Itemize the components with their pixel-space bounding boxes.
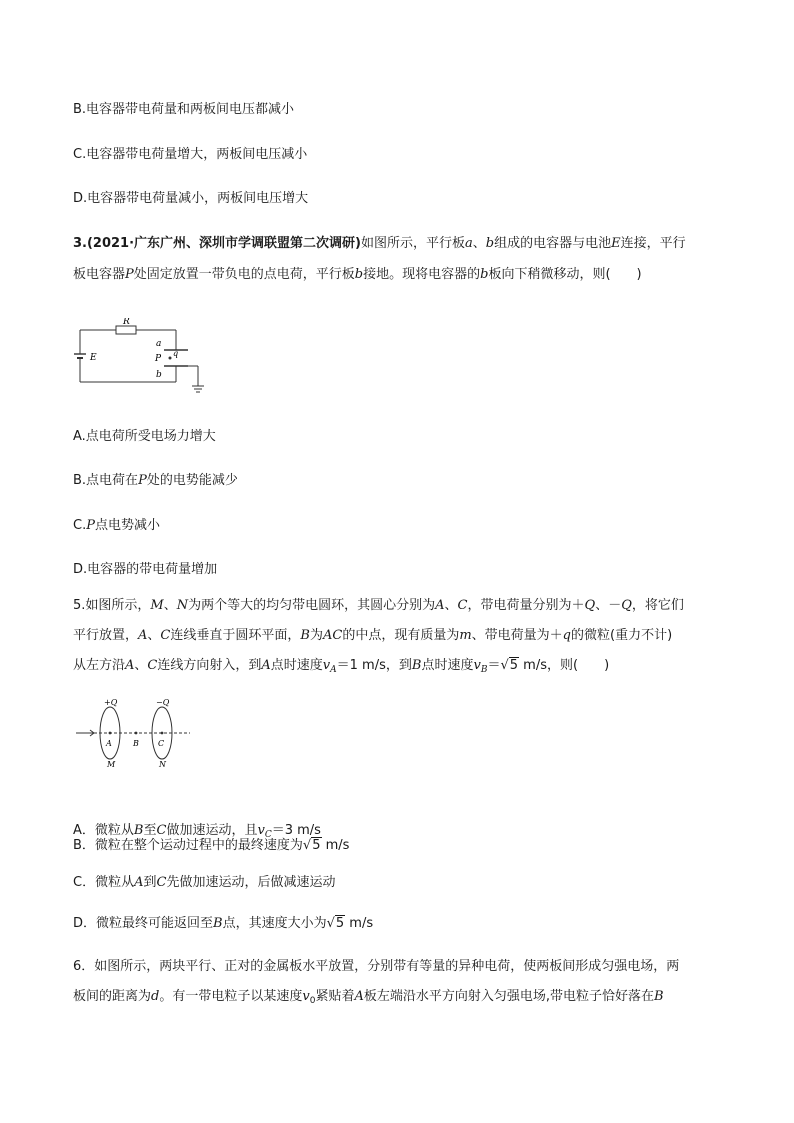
q2-option-b: B.电容器带电荷量和两板间电压都减小 bbox=[73, 102, 295, 117]
q3-option-a: A.点电荷所受电场力增大 bbox=[73, 429, 216, 444]
q3-fig-label-p: P bbox=[155, 354, 162, 364]
q6-stem-line1: 6．如图所示，两块平行、正对的金属板水平放置，分别带有等量的异种电荷，使两板间形成匀强电场，两 bbox=[73, 959, 680, 974]
q3-fig-label-r: R bbox=[123, 318, 130, 327]
q5-option-d: D．微粒最终可能返回至B点，其速度大小为√5 m/s bbox=[73, 916, 374, 931]
q3-fig-label-b: b bbox=[156, 370, 162, 380]
q3-point-charge-dot bbox=[169, 357, 172, 360]
q5-fig-label-c: C bbox=[158, 739, 165, 748]
q6-stem-line2: 板间的距离为d。有一带电粒子以某速度$v_0$紧贴着A板左端沿水平方向射入匀强电场,带电粒子恰好落在B bbox=[73, 989, 664, 1006]
q3-fig-label-e: E bbox=[90, 353, 97, 363]
q3-circuit-figure bbox=[72, 318, 212, 398]
q5-fig-label-minus-q: −Q bbox=[156, 698, 170, 707]
q3-option-d: D.电容器的带电荷量增加 bbox=[73, 562, 218, 577]
q5-option-c: C．微粒从A到C先做加速运动，后做减速运动 bbox=[73, 875, 336, 890]
q5-stem-line2: 平行放置，A、C连线垂直于圆环平面，B为AC的中点，现有质量为m、带电荷量为＋q的微粒(重力不计) bbox=[73, 628, 673, 643]
q5-option-b: B．微粒在整个运动过程中的最终速度为√5 m/s bbox=[73, 838, 350, 853]
q5-stem-line1: 5.如图所示，M、N为两个等大的均匀带电圆环，其圆心分别为A、C，带电荷量分别为＋Q、－Q，将它们 bbox=[73, 598, 684, 613]
q3-stem-line1: 3.(2021·广东广州、深圳市学调联盟第二次调研)如图所示，平行板a、b组成的电容器与电池E连接，平行 bbox=[73, 236, 686, 251]
q5-rings-figure bbox=[72, 695, 202, 770]
q5-fig-label-plus-q: +Q bbox=[104, 698, 118, 707]
q3-option-c: C.P点电势减小 bbox=[73, 518, 160, 533]
q5-option-a: A．微粒从B至C做加速运动，且$v_C=3$ m/s bbox=[73, 823, 321, 840]
q5-fig-label-n: N bbox=[159, 760, 166, 769]
q5-fig-label-b: B bbox=[133, 739, 139, 748]
q3-stem-line2: 板电容器P处固定放置一带负电的点电荷，平行板b接地。现将电容器的b板向下稍微移动，则( ) bbox=[73, 267, 642, 282]
q3-fig-label-q: q bbox=[173, 349, 179, 358]
q2-option-c: C.电容器带电荷量增大，两板间电压减小 bbox=[73, 147, 308, 162]
q5-stem-line3: 从左方沿A、C连线方向射入，到A点时速度$v_A=1$ m/s，到B点时速度$v_B=√5$ m/s，则( ) bbox=[73, 658, 610, 675]
q3-fig-label-a: a bbox=[156, 339, 162, 349]
q2-option-d: D.电容器带电荷量减小，两板间电压增大 bbox=[73, 191, 309, 206]
q3-option-b: B.点电荷在P处的电势能减少 bbox=[73, 473, 238, 488]
q3-source: (2021·广东广州、深圳市学调联盟第二次调研) bbox=[86, 236, 361, 251]
q3-number: 3. bbox=[73, 236, 87, 251]
q5-fig-label-m: M bbox=[107, 760, 116, 769]
q5-fig-label-a: A bbox=[106, 739, 112, 748]
